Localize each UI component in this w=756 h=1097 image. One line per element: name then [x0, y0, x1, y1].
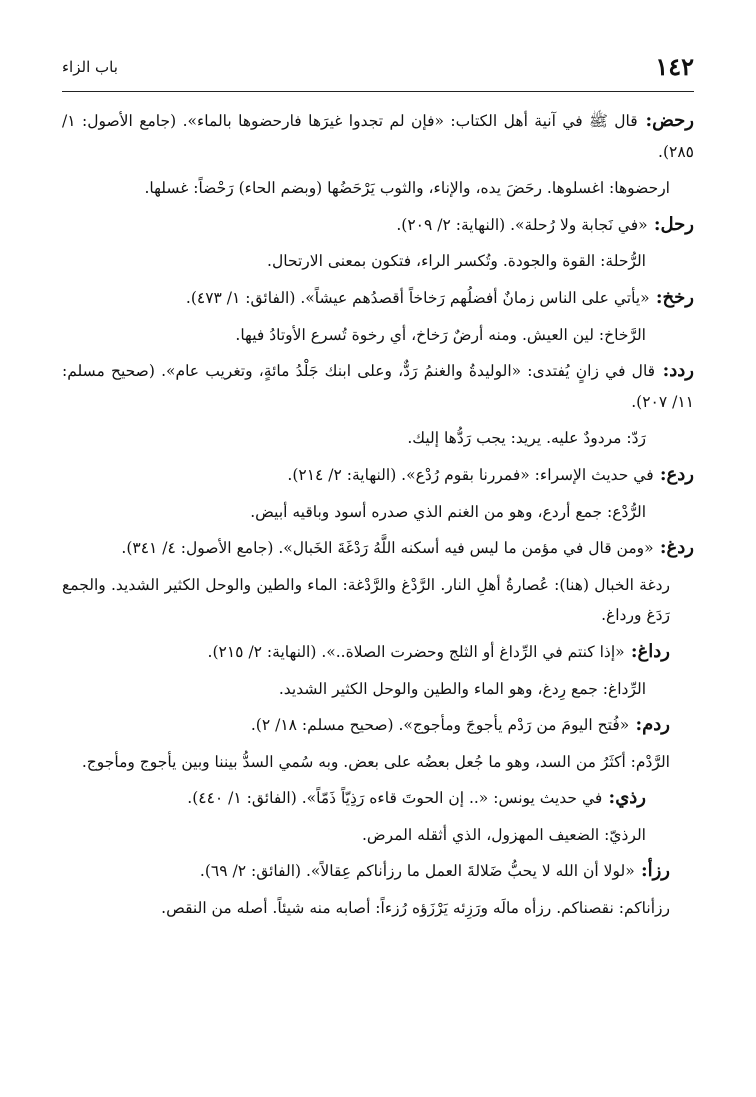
headword: ردع : [654, 464, 694, 485]
entry-text: في حديث يونس: «.. إن الحوتَ قاءه رَذِيّاً ذَمّاً». (الفائق: ١/ ٤٤٠). [187, 789, 603, 808]
chapter-title: باب الزاء [62, 58, 118, 76]
dictionary-body [62, 106, 694, 930]
gloss-radd [62, 423, 694, 454]
entry-radm [62, 710, 694, 741]
page-header [62, 52, 694, 82]
entry-text: «يأتي على الناس زمانٌ أفضلُهم رَخاخاً أقصدُهم عيشاً». (الفائق: ١/ ٤٧٣). [185, 288, 650, 307]
entry-text: قال في زانٍ يُفتدى: «الوليدةُ والغنمُ رَدٌّ، وعلى ابنك جَلْدُ مائةٍ، وتغريب عام». (صحيح مسلم: ١١/ ٢٠٧). [62, 362, 694, 411]
entry-text: قال ﷺ في آنية أهل الكتاب: «فإن لم تجدوا غيرَها فارحضوها بالماء». (جامع الأصول: ١/ ٢٨٥). [62, 112, 694, 161]
gloss-text: الرُّدْع: جمع أردع، وهو من الغنم الذي صدره أسود وباقيه أبيض. [250, 502, 646, 521]
headword: رخخ : [650, 287, 694, 308]
gloss-radhy [62, 820, 694, 851]
entry-radhy [62, 783, 694, 814]
entry-raza [62, 856, 694, 887]
headword: رحل : [648, 214, 694, 235]
gloss-rad3 [62, 497, 694, 528]
gloss-text: الرُّحلة: القوة والجودة. وتُكسر الراء، فتكون بمعنى الارتحال. [267, 252, 646, 271]
gloss-text: رزأناكم: نقصناكم. رزأه مالَه ورَزِئه يَرْزَؤه رُزءاً: أصابه منه شيئاً. أصله من النقص. [161, 899, 670, 918]
entry-rakhkh [62, 283, 694, 314]
gloss-text: الرِّداغ: جمع رِدغ، وهو الماء والطين والوحل الكثير الشديد. [278, 679, 646, 698]
gloss-text: الرذيّ: الضعيف المهزول، الذي أثقله المرض. [362, 825, 646, 844]
headword: رذي : [602, 787, 646, 808]
gloss-text: ردغة الخبال (هنا): عُصارةُ أهلِ النار. الرَّدْغ والرَّدْغة: الماء والطين والوحل الكثير الشديد. والجمع رَدَغ ورداغ. [62, 575, 670, 625]
gloss-text: رَدّ: مردودٌ عليه. يريد: يجب رَدُّها إليك. [407, 429, 646, 448]
gloss-radm [62, 747, 694, 778]
entry-text: «في نَجابة ولا رُحلة». (النهاية: ٢/ ٢٠٩). [396, 215, 648, 234]
gloss-text: ارحضوها: اغسلوها. رحَضَ يده، والإناء، والثوب يَرْحَضُها (وبضم الحاء) رَحْضاً: غسلها. [144, 179, 670, 198]
headword: ردغ : [654, 537, 694, 558]
header-rule [62, 91, 694, 92]
entry-text: «إذا كنتم في الرِّداغ أو الثلج وحضرت الصلاة..». (النهاية: ٢/ ٢١٥). [207, 642, 625, 661]
headword: ردم : [629, 714, 670, 735]
gloss-text: الرَّدْم: أكثَرُ من السد، وهو ما جُعل بعضُه على بعض. وبه سُمي السدُّ بيننا وبين يأجوج ومأجوج. [81, 752, 670, 771]
gloss-rakhkh [62, 320, 694, 351]
gloss-rahd [62, 173, 694, 204]
entry-radgh [62, 533, 694, 564]
entry-text: «فُتح اليومَ من رَدْم يأجوجَ ومأجوج». (صحيح مسلم: ١٨/ ٢). [250, 716, 630, 735]
headword: رداغ : [625, 641, 670, 662]
gloss-raza [62, 893, 694, 924]
entry-rahd [62, 106, 694, 167]
entry-text: «ومن قال في مؤمن ما ليس فيه أسكنه اللَّهُ رَدْغَةَ الخَبال». (جامع الأصول: ٤/ ٣٤١). [121, 539, 654, 558]
headword: رحض : [638, 110, 694, 131]
entry-text: في حديث الإسراء: «فمررنا بقوم رُدْع». (النهاية: ٢/ ٢١٤). [287, 465, 654, 484]
entry-rahl [62, 210, 694, 241]
gloss-rahl [62, 246, 694, 277]
headword: رزأ : [635, 860, 670, 881]
gloss-radgh [62, 570, 694, 631]
page-number: ١٤٢ [655, 52, 694, 81]
entry-text: «لولا أن الله لا يحبُّ ضَلالةَ العمل ما رزأناكم عِقالاً». (الفائق: ٢/ ٦٩). [199, 862, 635, 881]
gloss-text: الرَّخاخ: لين العيش. ومنه أرضٌ رَخاخ، أي رخوة تُسرع الأوتادُ فيها. [235, 325, 646, 344]
entry-radd [62, 356, 694, 417]
headword: ردد : [655, 360, 694, 381]
entry-radagh [62, 637, 694, 668]
gloss-radagh [62, 674, 694, 705]
entry-rad3 [62, 460, 694, 491]
